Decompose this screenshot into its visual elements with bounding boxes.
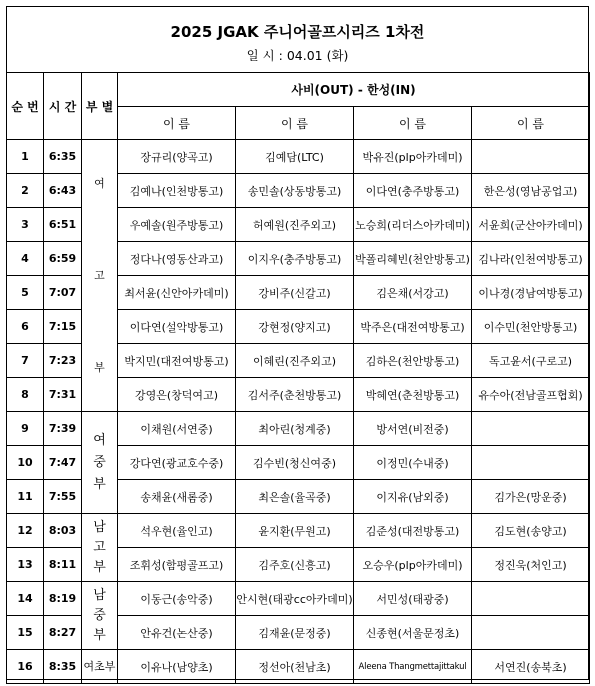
tee-time: 7:39 xyxy=(44,412,82,446)
player-name: 김가은(망운중) xyxy=(472,480,590,514)
tee-time: 7:07 xyxy=(44,276,82,310)
player-name: 노승희(리더스아카데미) xyxy=(354,208,472,242)
player-name: 오승우(plp아카데미) xyxy=(354,548,472,582)
division-char: 부 xyxy=(93,476,106,492)
player-name: 이정민(수내중) xyxy=(354,446,472,480)
player-name: 이혜린(진주외고) xyxy=(236,344,354,378)
tee-time: 7:23 xyxy=(44,344,82,378)
player-name: 김은채(서강고) xyxy=(354,276,472,310)
division-char: 부 xyxy=(93,559,106,575)
player-name: 한은성(영남공업고) xyxy=(472,174,590,208)
player-name: 김준성(대전방통고) xyxy=(354,514,472,548)
tee-time: 6:43 xyxy=(44,174,82,208)
player-name: 이지유(남외중) xyxy=(354,480,472,514)
division-char: 부 xyxy=(93,627,106,643)
header-time: 시 간 xyxy=(44,73,82,140)
row-number: 3 xyxy=(7,208,44,242)
division-char: 남 xyxy=(93,587,106,603)
player-name: 박유진(plp아카데미) xyxy=(354,140,472,174)
player-name xyxy=(472,616,590,650)
player-name: 독고윤서(구로고) xyxy=(472,344,590,378)
table-row xyxy=(7,582,590,616)
player-name: 방서연(비전중) xyxy=(354,412,472,446)
division-char: 여 xyxy=(93,432,106,448)
tee-time: 8:35 xyxy=(44,650,82,684)
player-name: 박폴리혜빈(천안방통고) xyxy=(354,242,472,276)
table-row xyxy=(7,514,590,548)
division-girls-middle xyxy=(82,412,118,514)
tee-time: 6:35 xyxy=(44,140,82,174)
player-name: 이수민(천안방통고) xyxy=(472,310,590,344)
player-name: 김도현(송양고) xyxy=(472,514,590,548)
player-name: Aleena Thangmettajittakul xyxy=(354,650,472,684)
tee-time: 7:55 xyxy=(44,480,82,514)
division-char: 부 xyxy=(94,360,105,374)
division-char: 중 xyxy=(93,607,106,623)
player-name: 이동근(송악중) xyxy=(118,582,236,616)
player-name: 장규리(양곡고) xyxy=(118,140,236,174)
player-name: 정선아(천남초) xyxy=(236,650,354,684)
player-name: 송채윤(새롬중) xyxy=(118,480,236,514)
player-name: 윤지환(무원고) xyxy=(236,514,354,548)
player-name: 이다연(설악방통고) xyxy=(118,310,236,344)
player-name: 이나경(경남여방통고) xyxy=(472,276,590,310)
row-number: 9 xyxy=(7,412,44,446)
header-name-3: 이 름 xyxy=(354,107,472,140)
player-name: 조휘성(함평골프고) xyxy=(118,548,236,582)
division-boys-middle xyxy=(82,582,118,650)
player-name: 김주호(신흥고) xyxy=(236,548,354,582)
player-name: 박주은(대전여방통고) xyxy=(354,310,472,344)
header-name-2: 이 름 xyxy=(236,107,354,140)
division-char: 고 xyxy=(94,268,105,282)
row-number: 5 xyxy=(7,276,44,310)
player-name xyxy=(472,582,590,616)
player-name: 강비주(신갈고) xyxy=(236,276,354,310)
tee-time: 8:19 xyxy=(44,582,82,616)
player-name: 최서윤(신안아카데미) xyxy=(118,276,236,310)
player-name: 이채원(서연중) xyxy=(118,412,236,446)
header-division: 부 별 xyxy=(82,73,118,140)
player-name: 강영은(창덕여고) xyxy=(118,378,236,412)
player-name: 송민솔(상동방통고) xyxy=(236,174,354,208)
player-name: 우예솔(원주방통고) xyxy=(118,208,236,242)
row-number: 2 xyxy=(7,174,44,208)
player-name: 서연진(송북초) xyxy=(472,650,590,684)
row-number: 15 xyxy=(7,616,44,650)
player-name: 안유건(논산중) xyxy=(118,616,236,650)
row-number: 1 xyxy=(7,140,44,174)
header-name-1: 이 름 xyxy=(118,107,236,140)
row-number: 16 xyxy=(7,650,44,684)
row-number: 7 xyxy=(7,344,44,378)
player-name: 김예나(인천방통고) xyxy=(118,174,236,208)
row-number: 14 xyxy=(7,582,44,616)
page-title: 2025 JGAK 주니어골프시리즈 1차전 xyxy=(170,23,425,41)
player-name: 강현정(양지고) xyxy=(236,310,354,344)
player-name: 이다연(충주방통고) xyxy=(354,174,472,208)
tee-time: 8:11 xyxy=(44,548,82,582)
table-row xyxy=(7,412,590,446)
player-name: 김수빈(청신여중) xyxy=(236,446,354,480)
table-row xyxy=(7,140,590,174)
tee-time: 7:31 xyxy=(44,378,82,412)
player-name: 김서주(춘천방통고) xyxy=(236,378,354,412)
row-number: 8 xyxy=(7,378,44,412)
row-number: 12 xyxy=(7,514,44,548)
header-order: 순 번 xyxy=(7,73,44,140)
player-name: 정다나(영동산과고) xyxy=(118,242,236,276)
row-number: 6 xyxy=(7,310,44,344)
player-name: 김나라(인천여방통고) xyxy=(472,242,590,276)
player-name: 서민성(태광중) xyxy=(354,582,472,616)
table-row xyxy=(7,650,590,684)
player-name: 최은솔(율곡중) xyxy=(236,480,354,514)
division-char: 중 xyxy=(93,454,106,470)
player-name: 김예담(LTC) xyxy=(236,140,354,174)
header-name-4: 이 름 xyxy=(472,107,590,140)
player-name xyxy=(472,446,590,480)
event-date: 일 시 : 04.01 (화) xyxy=(246,48,349,63)
tee-time-table xyxy=(6,72,590,684)
player-name: 박지민(대전여방통고) xyxy=(118,344,236,378)
tee-time: 7:47 xyxy=(44,446,82,480)
division-girls-high xyxy=(82,140,118,412)
player-name: 이유나(남양초) xyxy=(118,650,236,684)
header-course: 사비(OUT) - 한성(IN) xyxy=(118,73,590,107)
player-name: 안시현(태광cc아카데미) xyxy=(236,582,354,616)
tee-time: 8:03 xyxy=(44,514,82,548)
row-number: 4 xyxy=(7,242,44,276)
division-char: 남 xyxy=(93,519,106,535)
division-girls-elem: 여초부 xyxy=(82,650,118,684)
player-name: 최아린(청계중) xyxy=(236,412,354,446)
division-boys-high xyxy=(82,514,118,582)
tee-time: 6:59 xyxy=(44,242,82,276)
player-name: 서윤희(군산아카데미) xyxy=(472,208,590,242)
player-name: 허예원(진주외고) xyxy=(236,208,354,242)
row-number: 11 xyxy=(7,480,44,514)
player-name: 김재윤(문정중) xyxy=(236,616,354,650)
player-name xyxy=(472,140,590,174)
player-name xyxy=(472,412,590,446)
row-number: 10 xyxy=(7,446,44,480)
player-name: 김하은(천안방통고) xyxy=(354,344,472,378)
player-name: 강다연(광교호수중) xyxy=(118,446,236,480)
player-name: 정진욱(처인고) xyxy=(472,548,590,582)
player-name: 이지우(충주방통고) xyxy=(236,242,354,276)
division-char: 고 xyxy=(93,539,106,555)
tee-time: 6:51 xyxy=(44,208,82,242)
division-char: 여 xyxy=(94,176,105,190)
player-name: 박혜연(춘천방통고) xyxy=(354,378,472,412)
player-name: 유수아(전남골프협회) xyxy=(472,378,590,412)
tee-time: 7:15 xyxy=(44,310,82,344)
player-name: 석우현(율인고) xyxy=(118,514,236,548)
tee-time: 8:27 xyxy=(44,616,82,650)
player-name: 신종현(서울문정초) xyxy=(354,616,472,650)
header-row-top xyxy=(7,73,590,107)
row-number: 13 xyxy=(7,548,44,582)
